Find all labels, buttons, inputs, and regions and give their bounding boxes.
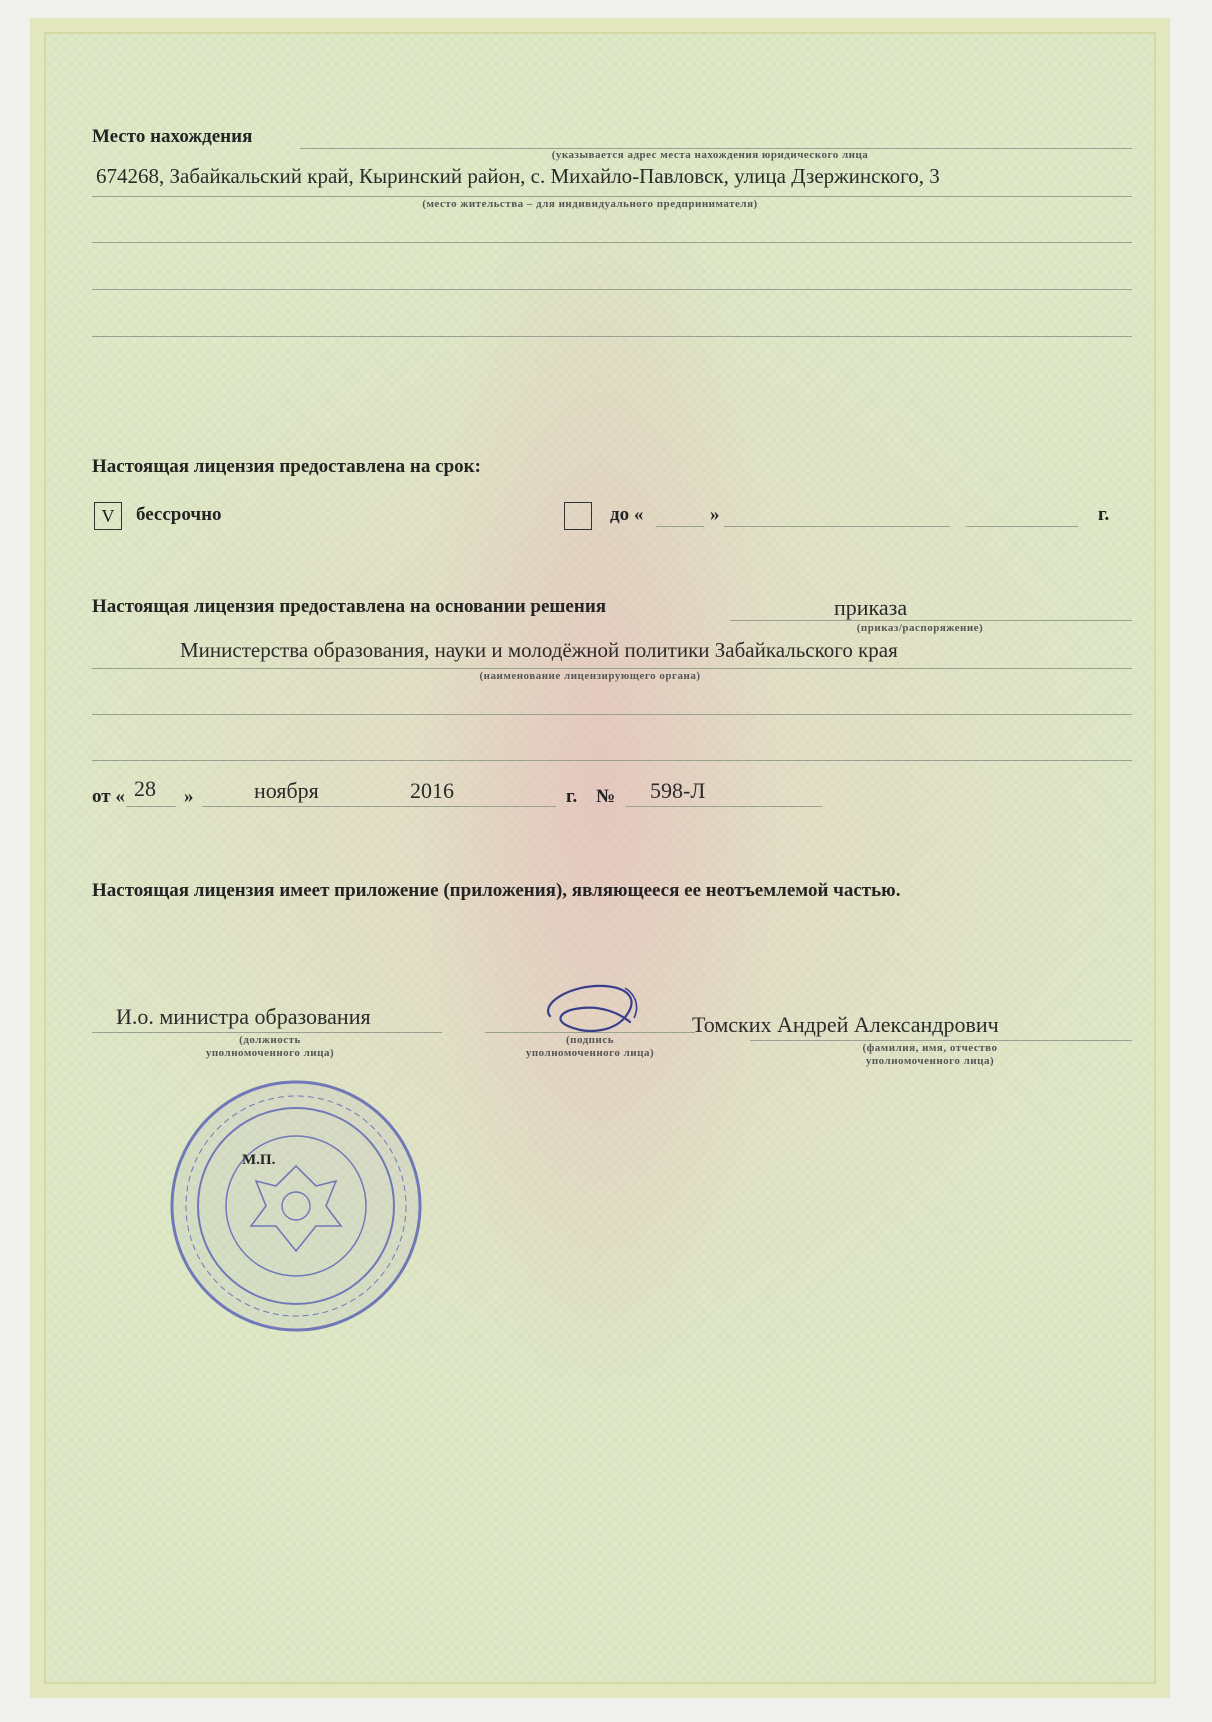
decision-type: приказа [834, 595, 908, 620]
until-day-rule [656, 526, 704, 527]
basis-blank-rule-2 [92, 760, 1132, 761]
caption-signature-1: (подпись [565, 1034, 615, 1046]
caption-signature-2: уполномоченного лица) [525, 1047, 655, 1059]
basis-blank-rule-1 [92, 714, 1132, 715]
unlimited-label: бессрочно [136, 504, 222, 525]
caption-order: (приказ/распоряжение) [856, 622, 984, 634]
seal-label: М.П. [242, 1152, 276, 1168]
date-close-quote: » [184, 786, 194, 807]
number-sign: № [596, 786, 616, 807]
until-year-rule [966, 526, 1078, 527]
order-number: 598-Л [650, 778, 706, 803]
position-rule [92, 1032, 442, 1033]
blank-rule-3 [92, 336, 1132, 337]
blank-rule-1 [92, 242, 1132, 243]
caption-individual-address: (место жительства – для индивидуального предпринимателя) [422, 198, 758, 210]
basis-heading: Настоящая лицензия предоставлена на основании решения [92, 596, 607, 617]
date-year-rule [396, 806, 556, 807]
date-month-rule [202, 806, 412, 807]
authority-rule [92, 668, 1132, 669]
caption-name-1: (фамилия, имя, отчество [862, 1042, 998, 1054]
caption-position-2: уполномоченного лица) [205, 1047, 335, 1059]
until-prefix: до « [610, 504, 644, 525]
unlimited-checkbox[interactable]: V [94, 502, 122, 530]
caption-entity-address: (указывается адрес места нахождения юридического лица [551, 149, 869, 161]
date-prefix: от « [92, 786, 125, 807]
date-day-rule [126, 806, 176, 807]
caption-authority: (наименование лицензирующего органа) [479, 670, 701, 682]
official-seal-stamp [166, 1076, 426, 1336]
date-day: 28 [134, 776, 156, 801]
appendix-note: Настоящая лицензия имеет приложение (приложения), являющееся ее неотъемлемой частью. [92, 880, 901, 901]
name-rule [750, 1040, 1132, 1041]
order-number-rule [626, 806, 822, 807]
authority-name: Министерства образования, науки и молодёжной политики Забайкальского края [180, 638, 898, 662]
decision-type-rule [730, 620, 1132, 621]
date-year: 2016 [410, 778, 454, 803]
signatory-position: И.о. министра образования [116, 1004, 371, 1029]
license-page [30, 18, 1170, 1698]
location-label: Место нахождения [92, 126, 253, 147]
term-heading: Настоящая лицензия предоставлена на срок: [92, 456, 481, 477]
location-rule-2 [92, 196, 1132, 197]
blank-rule-2 [92, 289, 1132, 290]
date-month: ноября [254, 778, 319, 803]
date-year-label: г. [566, 786, 578, 807]
until-close-quote: » [710, 504, 720, 525]
signatory-name: Томских Андрей Александрович [692, 1012, 999, 1037]
until-checkbox[interactable] [564, 502, 592, 530]
until-month-rule [724, 526, 950, 527]
caption-name-2: уполномоченного лица) [865, 1055, 995, 1067]
caption-position-1: (должность [239, 1034, 301, 1046]
signature-rule [485, 1032, 695, 1033]
until-year-suffix: г. [1098, 504, 1110, 525]
address-value: 674268, Забайкальский край, Кыринский район, с. Михайло-Павловск, улица Дзержинского, 3 [96, 164, 940, 188]
